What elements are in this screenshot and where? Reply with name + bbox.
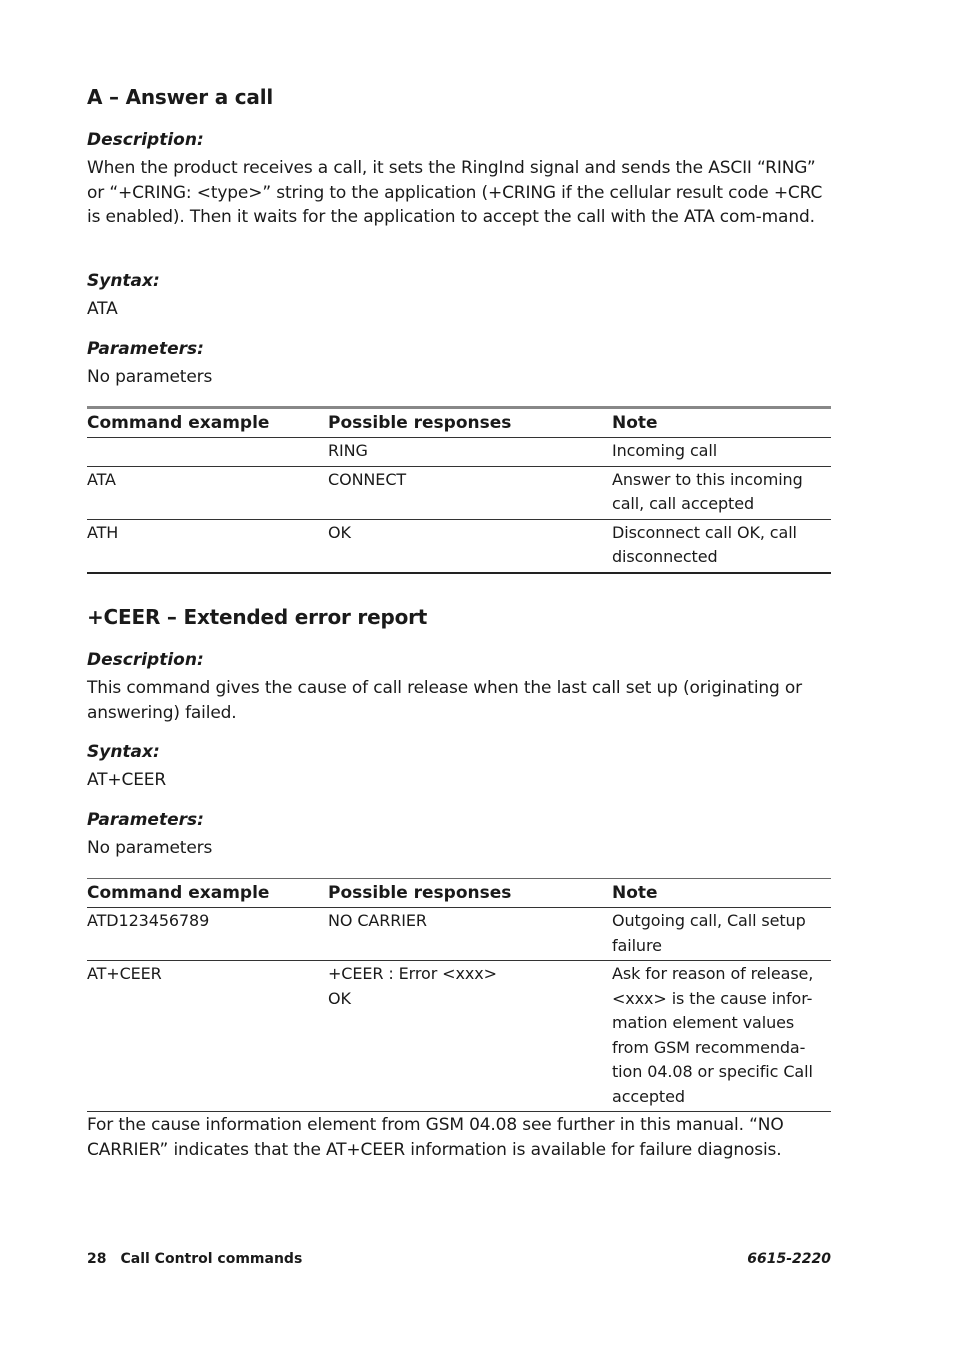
table-row (87, 438, 831, 467)
description-label: Description: (87, 130, 204, 150)
page-footer (87, 1251, 831, 1271)
cell-command (87, 438, 328, 467)
cell-response: CONNECT (328, 466, 612, 519)
syntax-label: Syntax: (87, 742, 160, 762)
table-row (87, 961, 831, 1112)
section-title-ceer: +CEER – Extended error report (87, 605, 428, 629)
header-note: Note (612, 879, 831, 908)
cell-note: Incoming call (612, 438, 831, 467)
command-table-ata (87, 406, 831, 574)
command-table-ceer (87, 878, 831, 1112)
description-text: When the product receives a call, it sets the RingInd signal and sends the ASCII “RING” or “+CRING: <type>” string to the application (+CRING if the cellular result code +CRC is enabled). Then it waits for the application to accept the call with the ATA com-mand. (87, 158, 823, 227)
syntax-text: AT+CEER (87, 770, 167, 790)
header-note: Note (612, 408, 831, 438)
cell-response: NO CARRIER (328, 908, 612, 961)
header-command-example: Command example (87, 879, 328, 908)
table-row (87, 519, 831, 573)
cell-command: ATA (87, 466, 328, 519)
cell-command: ATD123456789 (87, 908, 328, 961)
chapter-name: Call Control commands (120, 1251, 303, 1267)
page-number: 28 (87, 1251, 107, 1267)
cell-note: Outgoing call, Call setup failure (612, 908, 831, 961)
document-number: 6615-2220 (747, 1251, 831, 1267)
syntax-text: ATA (87, 299, 118, 319)
parameters-text: No parameters (87, 367, 213, 387)
parameters-label: Parameters: (87, 810, 204, 830)
parameters-text: No parameters (87, 838, 213, 858)
cell-command: ATH (87, 519, 328, 573)
footer-left (87, 1251, 302, 1267)
cell-note: Ask for reason of release, <xxx> is the cause infor-mation element values from GSM recommenda-tion 04.08 or specific Call accepted (612, 961, 831, 1112)
header-possible-responses: Possible responses (328, 879, 612, 908)
cell-note: Disconnect call OK, call disconnected (612, 519, 831, 573)
cell-response: OK (328, 519, 612, 573)
cell-response: RING (328, 438, 612, 467)
cell-command: AT+CEER (87, 961, 328, 1112)
section-title-answer-call: A – Answer a call (87, 85, 274, 109)
table-row (87, 908, 831, 961)
header-command-example: Command example (87, 408, 328, 438)
description-label: Description: (87, 650, 204, 670)
parameters-label: Parameters: (87, 339, 204, 359)
footnote-text: For the cause information element from GSM 04.08 see further in this manual. “NO CARRIER” indicates that the AT+CEER information is available for failure diagnosis. (87, 1115, 784, 1160)
cell-note: Answer to this incoming call, call accepted (612, 466, 831, 519)
cell-response: +CEER : Error <xxx> OK (328, 961, 612, 1112)
description-text: This command gives the cause of call release when the last call set up (originating or answering) failed. (87, 678, 803, 723)
table-row (87, 466, 831, 519)
header-possible-responses: Possible responses (328, 408, 612, 438)
syntax-label: Syntax: (87, 271, 160, 291)
